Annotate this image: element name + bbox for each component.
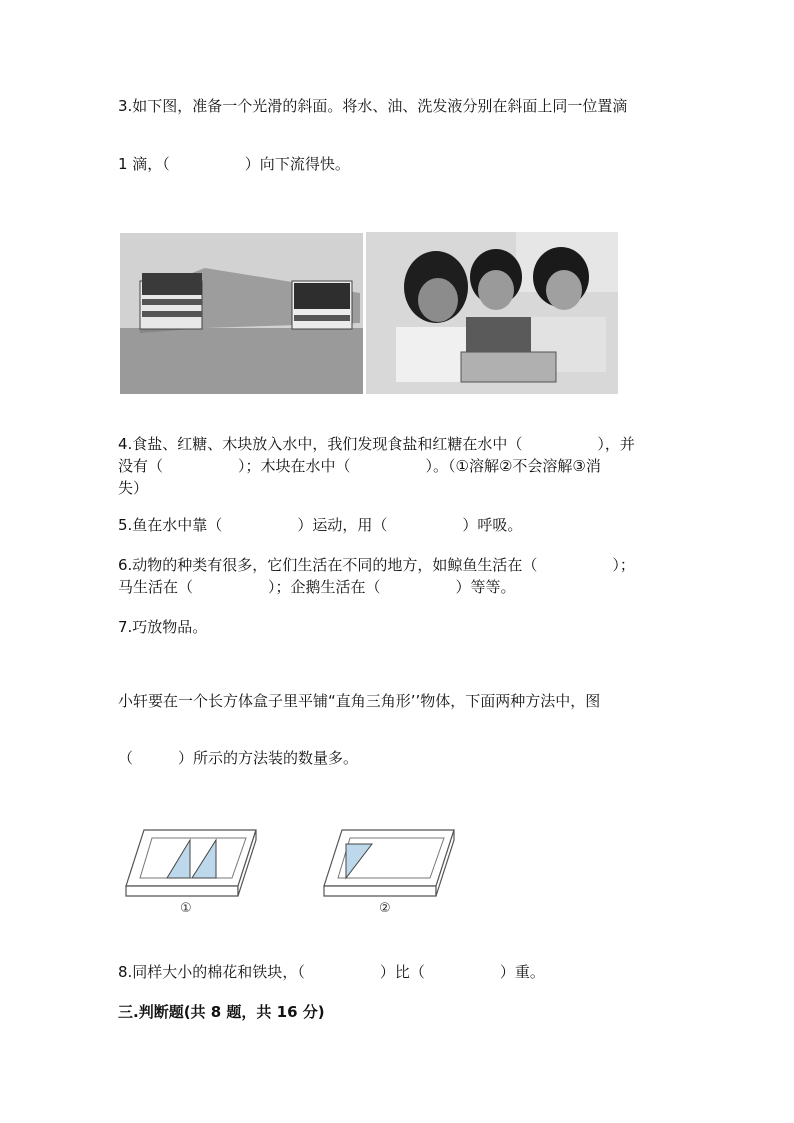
q4-line-1: 4.食盐、红糖、木块放入水中，我们发现食盐和红糖在水中（ ），并 — [118, 435, 635, 453]
q8-line-1: 8.同样大小的棉花和铁块，（ ）比（ ）重。 — [118, 963, 545, 981]
q6-line-2: 马生活在（ ）；企鹅生活在（ ）等等。 — [118, 578, 516, 596]
figure-1-label: ① — [180, 901, 192, 916]
box-figure-1 — [124, 826, 259, 898]
q4-line-3: 失） — [118, 479, 149, 497]
children-experiment-photo — [366, 232, 618, 394]
q6-line-1: 6.动物的种类有很多，它们生活在不同的地方，如鲸鱼生活在（ ）； — [118, 556, 635, 574]
q4-line-2: 没有（ ）；木块在水中（ ）。（①溶解②不会溶解③消 — [118, 457, 601, 475]
q5-line-1: 5.鱼在水中靠（ ）运动，用（ ）呼吸。 — [118, 516, 523, 534]
q7-line-1: 小轩要在一个长方体盒子里平铺“直角三角形’’物体，下面两种方法中，图 — [118, 692, 601, 710]
q7-title: 7.巧放物品。 — [118, 618, 208, 636]
slope-books-photo — [120, 233, 363, 394]
q3-line-2: 1 滴，（ ）向下流得快。 — [118, 155, 350, 173]
section-3-title: 三.判断题(共 8 题，共 16 分) — [118, 1003, 325, 1021]
box-figure-2 — [322, 826, 457, 898]
figure-2-label: ② — [379, 901, 391, 916]
q7-line-2: （ ）所示的方法装的数量多。 — [118, 749, 359, 767]
q3-line-1: 3.如下图，准备一个光滑的斜面。将水、油、洗发液分别在斜面上同一位置滴 — [118, 97, 628, 115]
